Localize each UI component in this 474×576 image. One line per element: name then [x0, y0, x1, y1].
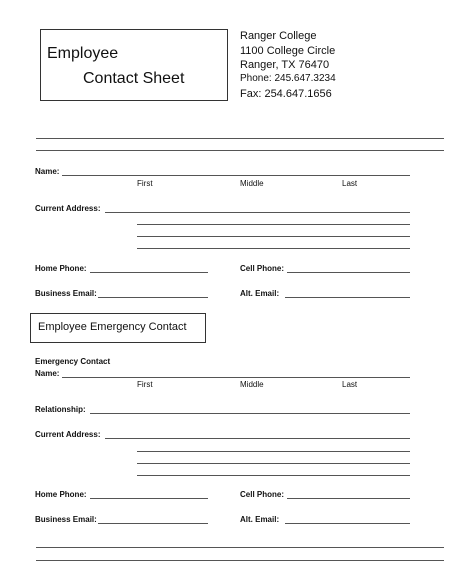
middle-caption: Middle	[240, 179, 264, 188]
relationship-field[interactable]	[90, 413, 410, 414]
name-label: Name:	[35, 167, 60, 176]
emergency-cell-phone-field[interactable]	[287, 498, 410, 499]
business-email-field[interactable]	[98, 297, 208, 298]
emergency-business-email-field[interactable]	[98, 523, 208, 524]
emergency-alt-email-label: Alt. Email:	[240, 515, 280, 524]
title-line-1: Employee	[47, 45, 119, 62]
emergency-last-caption: Last	[342, 380, 358, 389]
emergency-address-field-2[interactable]	[137, 451, 410, 452]
alt-email-label: Alt. Email:	[240, 289, 280, 298]
title-box	[40, 29, 228, 101]
emergency-home-phone-label: Home Phone:	[35, 490, 87, 499]
address-field-3[interactable]	[137, 236, 410, 237]
title-line-2: Contact Sheet	[83, 70, 185, 87]
current-address-label: Current Address:	[35, 204, 101, 213]
cell-phone-field[interactable]	[287, 272, 410, 273]
emergency-address-field-3[interactable]	[137, 463, 410, 464]
emergency-address-label: Current Address:	[35, 430, 101, 439]
address-field-2[interactable]	[137, 224, 410, 225]
address-line-2: 1100 College Circle	[240, 45, 336, 57]
emergency-name-field[interactable]	[62, 377, 410, 378]
footer-divider-2	[36, 560, 444, 561]
emergency-business-email-label: Business Email:	[35, 515, 97, 524]
emergency-first-caption: First	[137, 380, 153, 389]
emergency-section-title: Employee Emergency Contact	[38, 321, 187, 333]
cell-phone-label: Cell Phone:	[240, 264, 285, 273]
address-phone: Phone: 245.647.3234	[240, 73, 336, 84]
address-line-3: Ranger, TX 76470	[240, 59, 330, 71]
header-divider-2	[36, 150, 444, 151]
alt-email-field[interactable]	[285, 297, 410, 298]
emergency-cell-phone-label: Cell Phone:	[240, 490, 285, 499]
address-line-1: Ranger College	[240, 30, 317, 42]
address-field-4[interactable]	[137, 248, 410, 249]
footer-divider-1	[36, 547, 444, 548]
business-email-label: Business Email:	[35, 289, 97, 298]
name-field[interactable]	[62, 175, 410, 176]
header-divider-1	[36, 138, 444, 139]
emergency-address-field-1[interactable]	[105, 438, 410, 439]
emergency-middle-caption: Middle	[240, 380, 264, 389]
emergency-home-phone-field[interactable]	[90, 498, 208, 499]
emergency-alt-email-field[interactable]	[285, 523, 410, 524]
relationship-label: Relationship:	[35, 405, 86, 414]
last-caption: Last	[342, 179, 358, 188]
emergency-name-label: Name:	[35, 369, 60, 378]
emergency-contact-label: Emergency Contact	[35, 357, 111, 366]
address-fax: Fax: 254.647.1656	[240, 88, 332, 100]
home-phone-field[interactable]	[90, 272, 208, 273]
first-caption: First	[137, 179, 153, 188]
emergency-address-field-4[interactable]	[137, 475, 410, 476]
home-phone-label: Home Phone:	[35, 264, 87, 273]
address-field-1[interactable]	[105, 212, 410, 213]
